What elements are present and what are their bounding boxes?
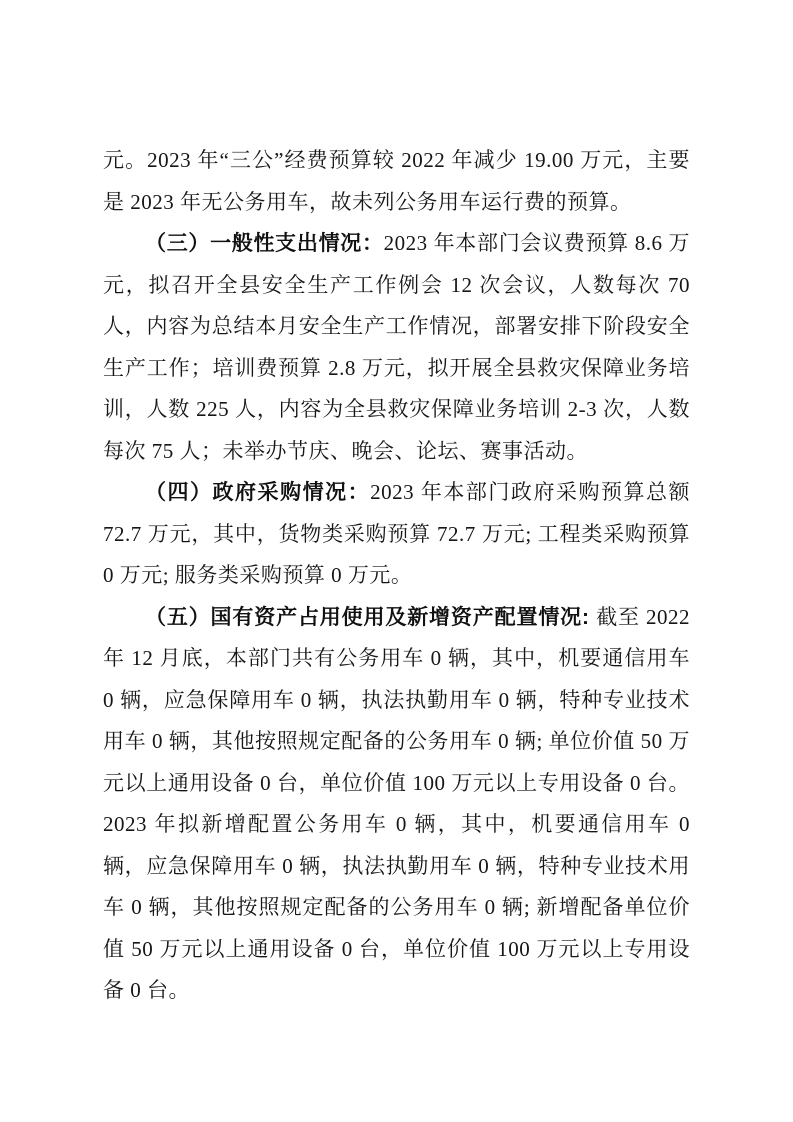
paragraph-section-5 (103, 597, 690, 1012)
section-5-text: 截至 2022 年 12 月底，本部门共有公务用车 0 辆，其中，机要通信用车 0 辆，应急保障用车 0 辆，执法执勤用车 0 辆，特种专业技术用车 0 辆，其他按照规定配备的公务用车 0 辆; 单位价值 50 万元以上通用设备 0 台，单位价值 100 万元以上专用设备 0 台。2023 年拟新增配置公务用车 0 辆，其中，机要通信用车 0 辆，应急保障用车 0 辆，执法执勤用车 0 辆，特种专业技术用车 0 辆，其他按照规定配备的公务用车 0 辆; 新增配备单位价值 50 万元以上通用设备 0 台，单位价值 100 万元以上专用设备 0 台。 (103, 604, 691, 1002)
paragraph-continuation-text: 元。2023 年“三公”经费预算较 2022 年减少 19.00 万元，主要是 2023 年无公务用车，故未列公务用车运行费的预算。 (103, 148, 690, 214)
paragraph-section-4 (103, 472, 690, 597)
section-4-heading: （四）政府采购情况： (145, 481, 371, 504)
section-3-heading: （三）一般性支出情况： (145, 232, 384, 255)
section-4-text: 2023 年本部门政府采购预算总额 72.7 万元，其中，货物类采购预算 72.7 万元; 工程类采购预算 0 万元; 服务类采购预算 0 万元。 (103, 480, 691, 587)
paragraph-section-3 (103, 223, 690, 472)
paragraph-continuation (103, 140, 690, 223)
section-5-heading: （五）国有资产占用使用及新增资产配置情况: (145, 605, 597, 629)
section-3-text: 2023 年本部门会议费预算 8.6 万元，拟召开全县安全生产工作例会 12 次会议，人数每次 70 人，内容为总结本月安全生产工作情况，部署安排下阶段安全生产工作；培训费预算 2.8 万元，拟开展全县救灾保障业务培训，人数 225 人，内容为全县救灾保障业务培训 2-3 次，人数每次 75 人；未举办节庆、晚会、论坛、赛事活动。 (103, 231, 691, 463)
